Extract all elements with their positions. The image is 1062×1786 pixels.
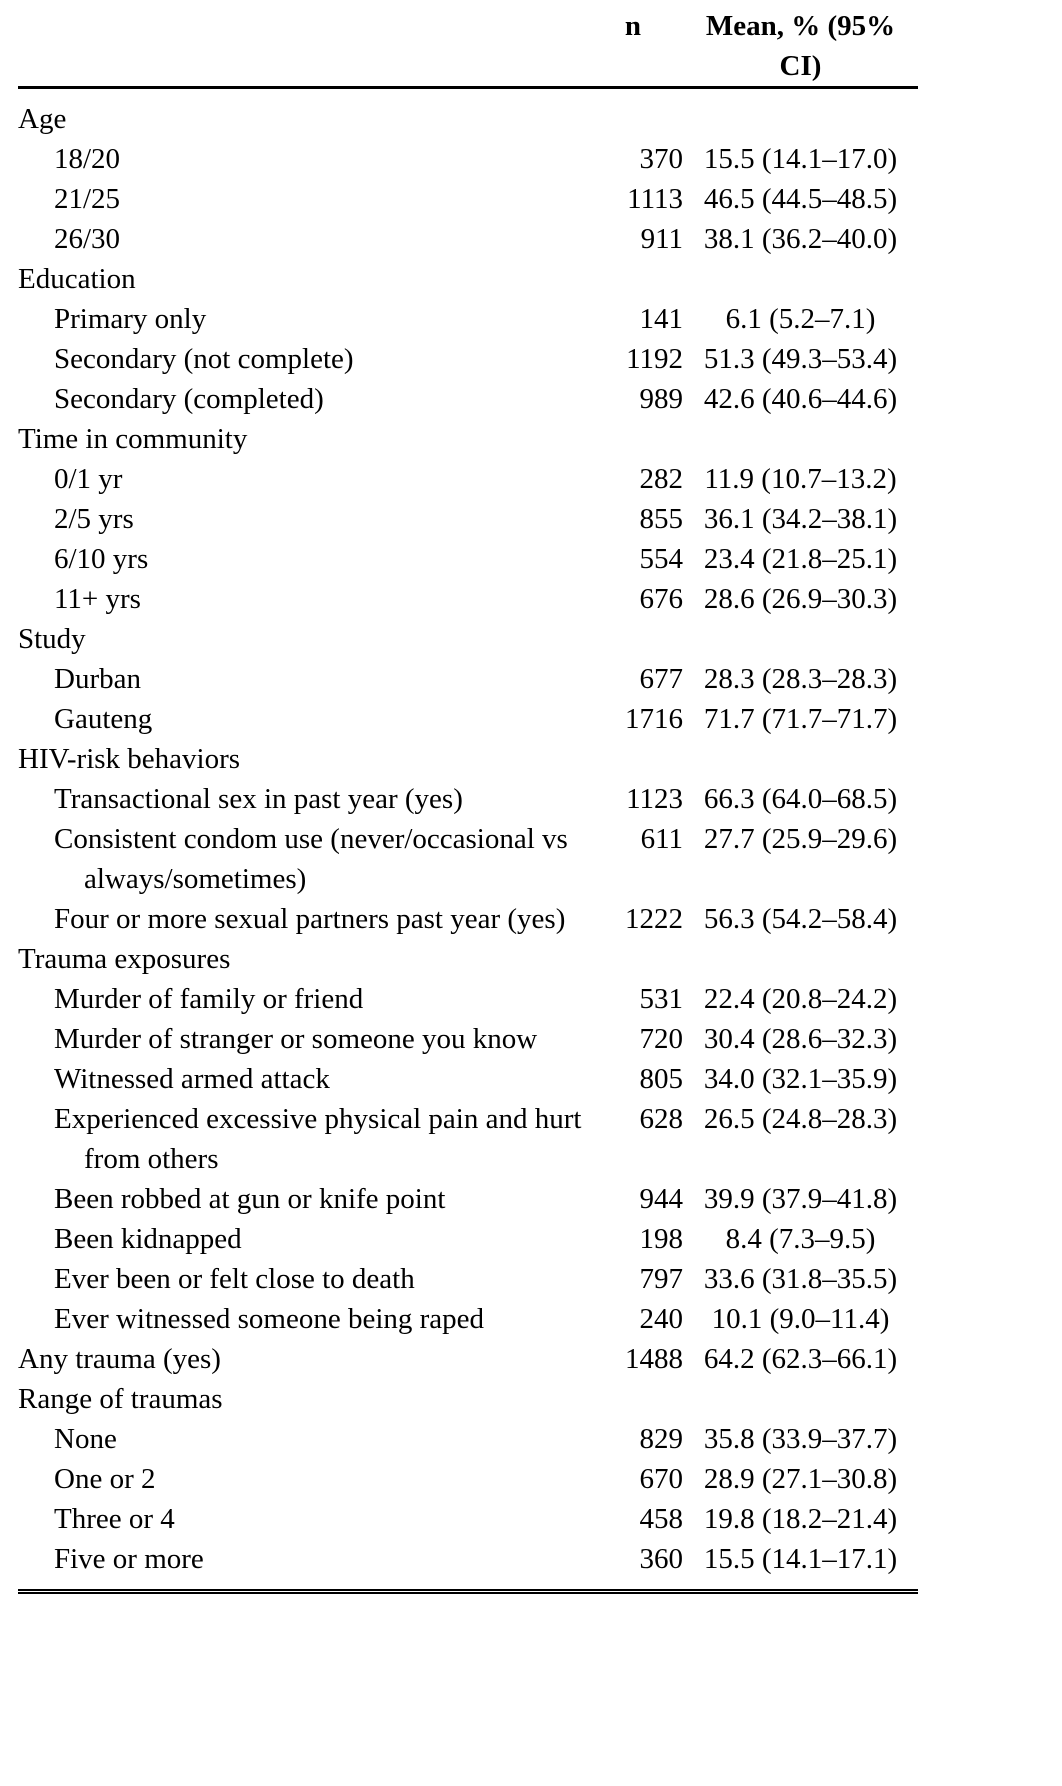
row-label: Trauma exposures bbox=[18, 943, 231, 975]
row-n-value: 611 bbox=[640, 823, 683, 855]
row-label: Range of traumas bbox=[18, 1383, 223, 1415]
row-mean-ci-value: 33.6 (31.8–35.5) bbox=[703, 1263, 898, 1295]
row-label: Ever been or felt close to death bbox=[54, 1263, 415, 1295]
row-mean-ci-value: 11.9 (10.7–13.2) bbox=[704, 463, 897, 495]
row-label: One or 2 bbox=[54, 1463, 156, 1495]
table-row bbox=[18, 659, 918, 699]
section-row bbox=[18, 1379, 918, 1419]
section-row bbox=[18, 88, 918, 140]
row-mean-ci-value: 56.3 (54.2–58.4) bbox=[703, 903, 898, 935]
row-n-value: 989 bbox=[639, 383, 683, 415]
row-mean-ci-value: 15.5 (14.1–17.1) bbox=[703, 1543, 898, 1575]
table-row bbox=[18, 1259, 918, 1299]
row-n-value: 360 bbox=[639, 1543, 683, 1575]
row-label: 18/20 bbox=[54, 143, 121, 175]
descriptive-statistics-table bbox=[18, 6, 918, 1587]
row-n-value: 554 bbox=[639, 543, 683, 575]
table-row bbox=[18, 1539, 918, 1587]
row-label: Secondary (not complete) bbox=[54, 343, 354, 375]
row-label: Been robbed at gun or knife point bbox=[54, 1183, 446, 1215]
row-n-value: 1222 bbox=[625, 903, 683, 935]
header-row bbox=[18, 6, 918, 88]
row-mean-ci-value: 39.9 (37.9–41.8) bbox=[703, 1183, 898, 1215]
section-row bbox=[18, 1339, 918, 1379]
row-mean-ci-value: 27.7 (25.9–29.6) bbox=[703, 823, 898, 855]
row-label: Ever witnessed someone being raped bbox=[54, 1303, 485, 1335]
row-n-value: 1716 bbox=[625, 703, 683, 735]
row-n-value: 370 bbox=[639, 143, 683, 175]
table-body bbox=[18, 88, 918, 1588]
row-label: Gauteng bbox=[54, 703, 153, 735]
row-mean-ci-value: 26.5 (24.8–28.3) bbox=[703, 1103, 898, 1135]
header-n-cell: n bbox=[583, 6, 683, 88]
row-label: 26/30 bbox=[54, 223, 121, 255]
section-row bbox=[18, 259, 918, 299]
row-mean-ci-value bbox=[683, 939, 918, 979]
row-n-value bbox=[583, 419, 683, 459]
row-n-value: 1488 bbox=[625, 1343, 683, 1375]
row-label: 2/5 yrs bbox=[54, 503, 134, 535]
row-n-value: 1123 bbox=[626, 783, 683, 815]
row-label: Primary only bbox=[54, 303, 207, 335]
table-row bbox=[18, 779, 918, 819]
table-row bbox=[18, 699, 918, 739]
row-label: Experienced excessive physical pain and hurt from others bbox=[54, 1103, 582, 1175]
row-n-value bbox=[583, 939, 683, 979]
row-n-value: 1192 bbox=[626, 343, 683, 375]
table-row bbox=[18, 1419, 918, 1459]
row-mean-ci-value bbox=[683, 739, 918, 779]
row-mean-ci-value: 10.1 (9.0–11.4) bbox=[711, 1303, 890, 1335]
table-row bbox=[18, 1099, 918, 1179]
row-mean-ci-value bbox=[683, 419, 918, 459]
row-n-value: 677 bbox=[639, 663, 683, 695]
row-label: 0/1 yr bbox=[54, 463, 123, 495]
row-mean-ci-value bbox=[683, 619, 918, 659]
row-mean-ci-value bbox=[683, 259, 918, 299]
table-row bbox=[18, 299, 918, 339]
row-label: HIV-risk behaviors bbox=[18, 743, 241, 775]
row-n-value: 797 bbox=[639, 1263, 683, 1295]
table-row bbox=[18, 1499, 918, 1539]
row-n-value: 141 bbox=[639, 303, 683, 335]
section-row bbox=[18, 739, 918, 779]
row-label: Murder of family or friend bbox=[54, 983, 364, 1015]
table-row bbox=[18, 539, 918, 579]
row-label: 21/25 bbox=[54, 183, 121, 215]
row-n-value: 911 bbox=[640, 223, 683, 255]
header-label-cell bbox=[18, 6, 583, 88]
row-mean-ci-value: 36.1 (34.2–38.1) bbox=[703, 503, 898, 535]
table-row bbox=[18, 1299, 918, 1339]
table-row bbox=[18, 579, 918, 619]
table-row bbox=[18, 899, 918, 939]
table-row bbox=[18, 1459, 918, 1499]
table-row bbox=[18, 1219, 918, 1259]
row-label: Durban bbox=[54, 663, 141, 695]
row-label: Transactional sex in past year (yes) bbox=[54, 783, 463, 815]
row-n-value: 720 bbox=[639, 1023, 683, 1055]
row-n-value: 670 bbox=[639, 1463, 683, 1495]
table-row bbox=[18, 339, 918, 379]
row-label: Four or more sexual partners past year (yes) bbox=[54, 903, 566, 935]
row-label: Consistent condom use (never/occasional vs always/sometimes) bbox=[54, 823, 568, 895]
table-header bbox=[18, 6, 918, 88]
row-n-value: 531 bbox=[639, 983, 683, 1015]
row-label: Time in community bbox=[18, 423, 248, 455]
row-label: Secondary (completed) bbox=[54, 383, 324, 415]
row-mean-ci-value: 42.6 (40.6–44.6) bbox=[703, 383, 898, 415]
row-label: 11+ yrs bbox=[54, 583, 141, 615]
row-mean-ci-value: 30.4 (28.6–32.3) bbox=[703, 1023, 898, 1055]
row-label: None bbox=[54, 1423, 117, 1455]
header-mean-cell: Mean, % (95% CI) bbox=[683, 6, 918, 88]
row-n-value: 458 bbox=[639, 1503, 683, 1535]
table-row bbox=[18, 1059, 918, 1099]
table-row bbox=[18, 1179, 918, 1219]
row-mean-ci-value: 38.1 (36.2–40.0) bbox=[703, 223, 898, 255]
row-n-value: 628 bbox=[639, 1103, 683, 1135]
row-mean-ci-value bbox=[683, 88, 918, 140]
row-n-value: 1113 bbox=[627, 183, 683, 215]
table-row bbox=[18, 179, 918, 219]
row-n-value: 829 bbox=[639, 1423, 683, 1455]
row-n-value: 240 bbox=[639, 1303, 683, 1335]
row-mean-ci-value: 8.4 (7.3–9.5) bbox=[725, 1223, 876, 1255]
table-row bbox=[18, 139, 918, 179]
row-mean-ci-value: 28.6 (26.9–30.3) bbox=[703, 583, 898, 615]
table-row bbox=[18, 819, 918, 899]
row-label: Age bbox=[18, 103, 67, 135]
row-n-value: 805 bbox=[639, 1063, 683, 1095]
section-row bbox=[18, 939, 918, 979]
row-mean-ci-value: 15.5 (14.1–17.0) bbox=[703, 143, 898, 175]
table-bottom-rule bbox=[18, 1589, 918, 1594]
row-mean-ci-value: 64.2 (62.3–66.1) bbox=[703, 1343, 898, 1375]
row-label: Any trauma (yes) bbox=[18, 1343, 221, 1375]
row-mean-ci-value: 19.8 (18.2–21.4) bbox=[703, 1503, 898, 1535]
row-n-value: 676 bbox=[639, 583, 683, 615]
row-n-value: 198 bbox=[639, 1223, 683, 1255]
row-label: Three or 4 bbox=[54, 1503, 175, 1535]
row-n-value bbox=[583, 619, 683, 659]
row-n-value bbox=[583, 739, 683, 779]
row-mean-ci-value: 66.3 (64.0–68.5) bbox=[703, 783, 898, 815]
row-mean-ci-value: 22.4 (20.8–24.2) bbox=[703, 983, 898, 1015]
row-label: Been kidnapped bbox=[54, 1223, 242, 1255]
row-n-value bbox=[583, 1379, 683, 1419]
row-mean-ci-value bbox=[683, 1379, 918, 1419]
row-label: Five or more bbox=[54, 1543, 204, 1575]
table-row bbox=[18, 219, 918, 259]
row-n-value bbox=[583, 88, 683, 140]
row-label: Witnessed armed attack bbox=[54, 1063, 330, 1095]
row-mean-ci-value: 28.3 (28.3–28.3) bbox=[703, 663, 898, 695]
section-row bbox=[18, 419, 918, 459]
row-mean-ci-value: 46.5 (44.5–48.5) bbox=[703, 183, 898, 215]
row-mean-ci-value: 71.7 (71.7–71.7) bbox=[703, 703, 898, 735]
row-n-value: 855 bbox=[639, 503, 683, 535]
table-row bbox=[18, 379, 918, 419]
row-mean-ci-value: 6.1 (5.2–7.1) bbox=[725, 303, 876, 335]
table-row bbox=[18, 1019, 918, 1059]
row-label: Education bbox=[18, 263, 136, 295]
row-mean-ci-value: 51.3 (49.3–53.4) bbox=[703, 343, 898, 375]
table-row bbox=[18, 979, 918, 1019]
row-label: Murder of stranger or someone you know bbox=[54, 1023, 538, 1055]
row-label: Study bbox=[18, 623, 86, 655]
section-row bbox=[18, 619, 918, 659]
row-n-value: 944 bbox=[639, 1183, 683, 1215]
table-row bbox=[18, 459, 918, 499]
row-mean-ci-value: 23.4 (21.8–25.1) bbox=[703, 543, 898, 575]
row-mean-ci-value: 34.0 (32.1–35.9) bbox=[703, 1063, 898, 1095]
row-n-value bbox=[583, 259, 683, 299]
row-mean-ci-value: 35.8 (33.9–37.7) bbox=[703, 1423, 898, 1455]
table-row bbox=[18, 499, 918, 539]
row-mean-ci-value: 28.9 (27.1–30.8) bbox=[703, 1463, 898, 1495]
row-n-value: 282 bbox=[639, 463, 683, 495]
row-label: 6/10 yrs bbox=[54, 543, 149, 575]
